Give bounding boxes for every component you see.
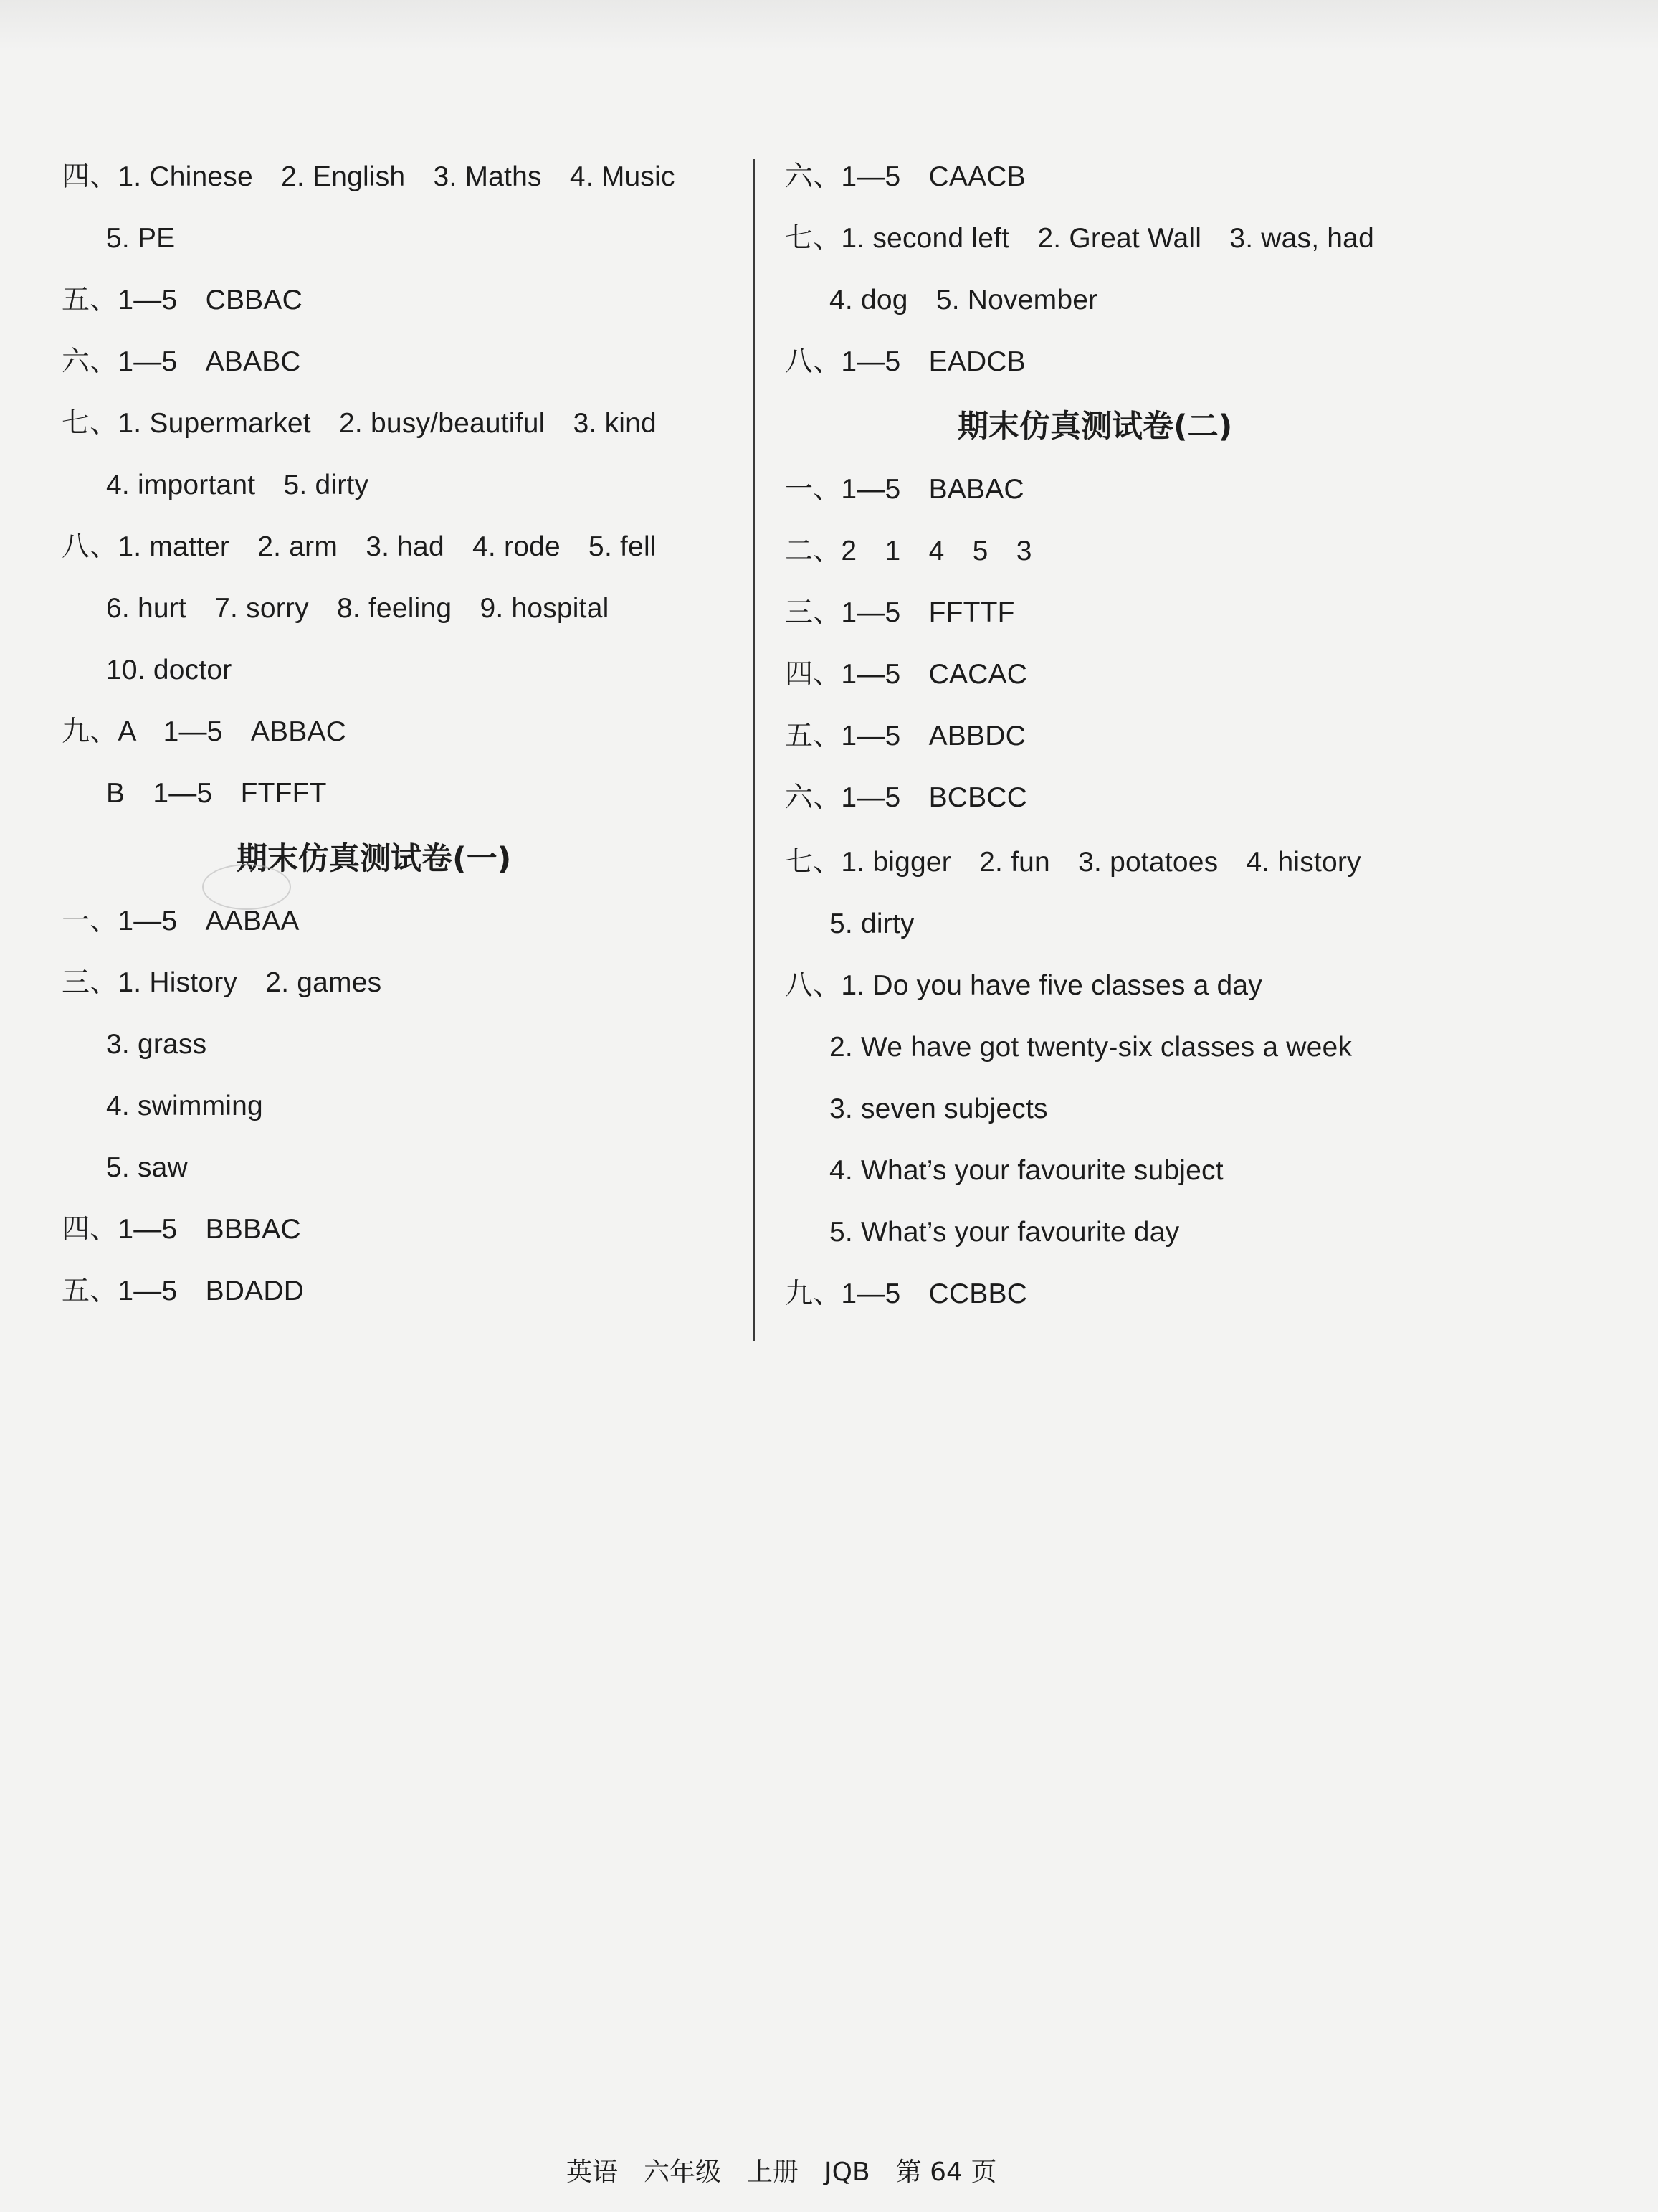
answer-line: 六、1—5 ABABC xyxy=(62,346,301,377)
answer-line: 五、1—5 BDADD xyxy=(62,1276,305,1306)
answer-line: 六、1—5 BCBCC xyxy=(785,782,1028,813)
answer-line: 一、1—5 AABAA xyxy=(62,906,300,936)
answer-line: 五、1—5 CBBAC xyxy=(62,285,302,315)
answer-line: 5. saw xyxy=(106,1152,188,1183)
scan-top-band xyxy=(0,0,1658,50)
page-footer: 英语 六年级 上册 JQB 第 64 页 xyxy=(566,2158,997,2187)
section-title: 期末仿真测试卷(二) xyxy=(958,409,1233,445)
answer-line: 5. dirty xyxy=(829,908,915,939)
answer-line: 三、1. History 2. games xyxy=(62,967,382,998)
answer-line: 2. We have got twenty-six classes a week xyxy=(829,1032,1353,1063)
answer-line: 九、A 1—5 ABBAC xyxy=(62,716,347,747)
answer-line: 八、1. matter 2. arm 3. had 4. rode 5. fell xyxy=(62,531,657,562)
section-title: 期末仿真测试卷(一) xyxy=(237,841,512,877)
answer-line: 九、1—5 CCBBC xyxy=(785,1278,1028,1309)
answer-line: 10. doctor xyxy=(106,655,232,685)
answer-line: 六、1—5 CAACB xyxy=(785,161,1026,192)
answer-line: 3. seven subjects xyxy=(829,1093,1048,1124)
answer-line: 三、1—5 FFTTF xyxy=(785,597,1015,628)
answer-line: 七、1. Supermarket 2. busy/beautiful 3. kind xyxy=(62,408,657,439)
answer-line: 二、2 1 4 5 3 xyxy=(785,536,1032,566)
answer-line: B 1—5 FTFFT xyxy=(106,778,327,809)
answer-line: 5. What’s your favourite day xyxy=(829,1217,1180,1248)
answer-line: 4. What’s your favourite subject xyxy=(829,1155,1224,1186)
answer-line: 四、1—5 BBBAC xyxy=(62,1214,301,1245)
column-divider xyxy=(753,159,755,1341)
answer-line: 6. hurt 7. sorry 8. feeling 9. hospital xyxy=(106,593,609,624)
answer-line: 四、1. Chinese 2. English 3. Maths 4. Music xyxy=(62,161,675,192)
answer-line: 4. swimming xyxy=(106,1091,263,1121)
answer-line: 八、1—5 EADCB xyxy=(785,346,1026,377)
answer-line: 5. PE xyxy=(106,223,176,254)
answer-line: 七、1. bigger 2. fun 3. potatoes 4. history xyxy=(785,847,1361,878)
answer-line: 4. important 5. dirty xyxy=(106,470,369,500)
answer-line: 七、1. second left 2. Great Wall 3. was, had xyxy=(785,223,1374,254)
answer-line: 一、1—5 BABAC xyxy=(785,474,1024,505)
answer-line: 八、1. Do you have five classes a day xyxy=(785,970,1262,1001)
answer-line: 四、1—5 CACAC xyxy=(785,659,1028,690)
answer-line: 4. dog 5. November xyxy=(829,285,1098,315)
answer-line: 3. grass xyxy=(106,1029,207,1060)
answer-line: 五、1—5 ABBDC xyxy=(785,721,1026,751)
